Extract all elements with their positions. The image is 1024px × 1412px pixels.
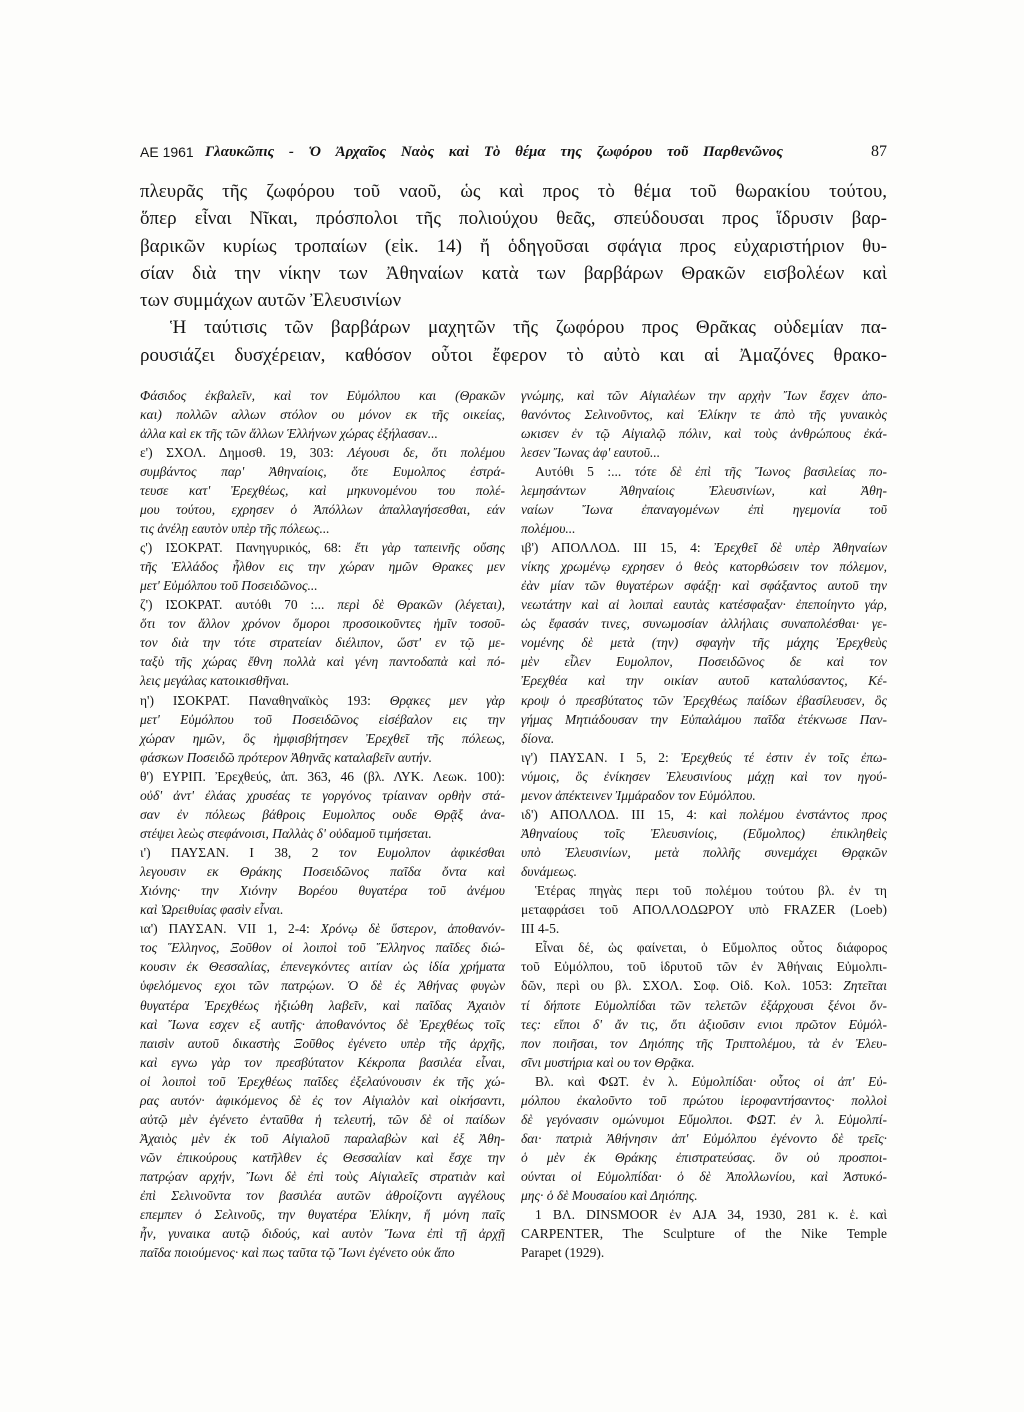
footnote-line: [140, 824, 505, 843]
quoted-text: λεις μεγάλας κατοικισθῆναι.: [140, 673, 290, 689]
footnote-line: [521, 1186, 887, 1205]
footnote-continued: [140, 386, 505, 443]
footnote-line: [521, 595, 887, 614]
quoted-text: μετ' Εὐμόλπου τοῦ Ποσειδῶνος εἰσέβαλον εις την: [140, 711, 505, 727]
running-header: [140, 142, 887, 162]
quoted-text: ωκισεν ἐν τῷ Αἰγιαλῷ πόλιν, καὶ τοὺς ἀνθρώπους ἐκά-: [521, 425, 887, 441]
quoted-text: ρας αυτόν· ἀφικόμενος δὲ ἐς τον Αἰγιαλὸν καὶ οἰκήσαντι,: [140, 1092, 505, 1108]
quoted-text: μετ' Εὐμόλπου τοῦ Ποσειδῶνος...: [140, 578, 318, 594]
quoted-text: φάσκων Ποσειδῶ πρότερον Ἀθηνᾶς καταλαβεῖν αυτήν.: [140, 749, 433, 765]
citation-reference: τοῦ Εὐμόλπου, τοῦ ἱδρυτοῦ τῶν ἐν Ἀθήναις Εὐμολπι-: [521, 959, 887, 975]
quoted-text: μὲν εἷλεν Ευμολπον, Ποσειδῶνος δε καὶ τον: [521, 654, 887, 670]
quoted-text: σῖνι μυστήρια καὶ ου τον Θρᾷκα.: [521, 1054, 695, 1070]
footnote-line: [140, 767, 505, 786]
body-line: [140, 342, 887, 369]
body-text: σίαν διὰ την νίκην των Ἀθηναίων κατὰ των βαρβάρων Θρακῶν εισβολέων καὶ: [140, 262, 887, 284]
quoted-text: τῆς Ἑλλάδος ἦλθον εις την χώραν ημῶν Θρακες μεν: [140, 559, 505, 575]
footnote-line: [521, 900, 887, 919]
footnote-line: [140, 557, 505, 576]
body-text: των συμμάχων αυτῶν Ἐλευσινίων: [140, 290, 402, 312]
citation-reference: η') ΙΣΟΚΡΑΤ. Παναθηναϊκὸς 193:: [140, 692, 371, 708]
quoted-text: καὶ πολέμου ἐνστάντος προς: [709, 806, 887, 822]
citation-reference: Εἶναι δέ, ὡς φαίνεται, ὁ Εὔμολπος οὗτος διάφορος: [535, 940, 887, 956]
quoted-text: ἐὰν μίαν τῶν θυγατέρων σφάξῃ· καὶ σφάξαντος αυτοῦ την: [521, 578, 887, 594]
footnote-eumolpus-note: [521, 938, 887, 1071]
quoted-text: στέψει λεὼς στεφάνοισι, Παλλὰς δ' οὐδαμοῦ τιμήσεται.: [140, 825, 432, 841]
footnote-line: [140, 386, 505, 405]
quoted-text: Ἐρεχθέα καὶ την οικίαν αυτοῦ καταλύσαντος, Κέ-: [521, 673, 887, 689]
footnote-line: [521, 748, 887, 767]
quoted-text: ὑφελόμενος εχοι τῶν πατρῴων. Ὁ δὲ ἐς Ἀθήνας φυγὼν: [140, 978, 505, 994]
footnote-line: [521, 462, 887, 481]
footnote-line: [140, 1053, 505, 1072]
footnote-line: [140, 1091, 505, 1110]
footnote-line: [140, 443, 505, 462]
quoted-text: περὶ δὲ Θρακῶν (λέγεται),: [337, 597, 505, 613]
footnote-line: [140, 996, 505, 1015]
footnote-id: [521, 805, 887, 881]
quoted-text: νίκης χρωμένῳ εχρησεν ὁ θεὸς κατορθώσειν τον πόλεμον,: [521, 559, 887, 575]
footnote-1: [521, 1205, 887, 1262]
quoted-text: νύμοις, ὃς ἐνίκησεν Ἐλευσινίους μάχῃ καὶ τον ηγού-: [521, 768, 887, 784]
footnote-line: [521, 767, 887, 786]
quoted-text: και) πολλῶν αλλων στόλον ου μόνον εκ τῆς οικείας,: [140, 406, 505, 422]
footnote-line: [140, 805, 505, 824]
quoted-text: Ζητεῖται: [843, 978, 888, 994]
quoted-text: κροψ ὁ πρεσβύτατος τῶν Ἐρεχθέως παίδων ἐβασίλευσεν, ὃς: [521, 692, 887, 708]
quoted-text: Θρᾳκες μεν γὰρ: [389, 692, 505, 708]
quoted-text: τον διὰ την τότε στρατείαν διέλιπον, ὥστ' εν τῷ με-: [140, 635, 505, 651]
footnote-line: [140, 1129, 505, 1148]
citation-reference: ιβ') ΑΠΟΛΛΟΔ. III 15, 4:: [521, 540, 701, 555]
footnote-line: [140, 843, 505, 862]
footnote-line: [521, 729, 887, 748]
footnote-line: [521, 938, 887, 957]
footnote-line: [521, 1091, 887, 1110]
citation-reference: Αυτόθι 5 :...: [535, 463, 622, 479]
footnote-line: [140, 424, 505, 443]
footnote-line: [521, 1205, 887, 1224]
footnote-line: [521, 1148, 887, 1167]
footnote-line: [521, 538, 887, 557]
quoted-text: χώραν ημῶν, ὃς ἠμφισβήτησεν Ἐρεχθεῖ τῆς πόλεως,: [140, 730, 505, 746]
footnote-line: [140, 462, 505, 481]
footnote-line: [140, 862, 505, 881]
quoted-text: λεγουσιν εκ Θράκης Ποσειδῶνος παῖδα ὄντα καὶ: [140, 864, 505, 880]
quoted-text: σαν ἐν πόλεως βάθροις Ευμολπος ουδε Θρᾷξ ἀνα-: [140, 806, 505, 822]
body-line: [140, 233, 887, 260]
footnote-line: [140, 1148, 505, 1167]
footnote-line: [521, 957, 887, 976]
body-line: [140, 314, 887, 341]
body-text: ὅπερ εἶναι Νῖκαι, πρόσπολοι τῆς πολιούχου θεᾶς, σπεύδουσαι προς ἵδρυσιν βαρ-: [140, 208, 887, 230]
footnote-line: [521, 843, 887, 862]
quoted-text: μου τούτου, εχρησεν ὁ Ἀπόλλων ἀπαλλαγήσεσθαι, εάν: [140, 501, 505, 517]
footnote-line: [521, 519, 887, 538]
quoted-text: νῶν ἐπικούρους κατῆλθεν ἐς Θεσσαλίαν καὶ ἔσχε την: [140, 1150, 505, 1165]
quoted-text: πολέμου...: [521, 520, 576, 536]
quoted-text: παῖδα ποιούμενος· καὶ πως ταῦτα τῷ Ἴωνι ἐγένετο οὐκ ἄπο: [140, 1245, 455, 1261]
body-line: [140, 178, 887, 205]
quoted-text: ὡς ἔφασάν τινες, συνωμοσίαν ἀλλήλαις συναπολέσθαι· γε-: [521, 616, 887, 632]
quoted-text: δίονα.: [521, 730, 555, 746]
body-text: Ἡ ταύτισις τῶν βαρβάρων μαχητῶν τῆς ζωφόρου προς Θρᾶκας οὐδεμίαν πα-: [170, 317, 887, 339]
footnote-line: [140, 1167, 505, 1186]
footnote-line: [521, 576, 887, 595]
main-text: [140, 178, 887, 369]
quoted-text: παισὶν αυτοῦ δικαστὴς Ξοῦθος ἐγένετο υπὲρ τῆς ἀρχῆς,: [140, 1035, 505, 1051]
quoted-text: ὁ μὲν ἐκ Θράκης ἐπιστρατεύσας. ὃν οὐ προσποι-: [521, 1150, 887, 1165]
footnote-line: [521, 976, 887, 995]
footnote-line: [140, 710, 505, 729]
quoted-text: τον Ευμολπον ἀφικέσθαι: [338, 845, 505, 860]
quoted-text: μόλπου ἐκαλοῦντο τοῦ πρώτου ἱεροφαντήσαντος· πολλοὶ: [521, 1092, 887, 1108]
quoted-text: καὶ εγνω γὰρ τον πρεσβύτατον Κέκροπα βασιλέα εἶναι,: [140, 1054, 505, 1070]
quoted-text: ἐπὶ Σελινοῦντα τον βασιλέα αυτῶν ἀθροίζοντι αγγέλους: [140, 1188, 505, 1204]
quoted-text: πον ποιῆσαι, τον Δηιόπης τῆς Τριπτολέμου, τὰ ἐν Ἐλευ-: [521, 1035, 887, 1051]
footnote-line: [140, 1205, 505, 1224]
footnote-st: [140, 538, 505, 595]
citation-reference: ς') ΙΣΟΚΡΑΤ. Πανηγυρικός, 68:: [140, 540, 342, 555]
footnote-line: [521, 996, 887, 1015]
footnote-line: [521, 1110, 887, 1129]
quoted-text: Ἀθηναίους τοῖς Ἐλευσινίοις, (Εὔμολπος) ἐπικληθεὶς: [521, 825, 887, 841]
quoted-text: συμβάντος παρ' Ἀθηναίοις, ὅτε Ευμολπος ἐστρά-: [140, 463, 505, 479]
quoted-text: τότε δὲ ἐπὶ τῆς Ἴωνος βασιλείας πο-: [634, 463, 888, 479]
quoted-text: Φάσιδος ἐκβαλεῖν, καὶ τον Εὐμόλπου και (Θρακῶν: [140, 387, 505, 403]
footnote-line: [521, 652, 887, 671]
footnote-line: [521, 443, 887, 462]
footnote-line: [140, 595, 505, 614]
footnote-line: [521, 881, 887, 900]
footnote-line: [521, 919, 887, 938]
footnote-line: [521, 786, 887, 805]
quoted-text: γνώμης, καὶ τῶν Αἰγιαλέων την αρχὴν Ἴων ἔσχεν ἀπο-: [521, 387, 887, 403]
citation-reference: ιγ') ΠΑΥΣΑΝ. Ι 5, 2:: [521, 749, 669, 765]
citation-reference: δῶν, περὶ ου βλ. ΣΧΟΛ. Σοφ. Οἰδ. Κολ. 1053:: [521, 978, 833, 994]
running-title: [205, 142, 783, 162]
citation-reference: CARPENTER, The Sculpture of the Nike Temple: [521, 1226, 887, 1242]
journal-year: ΑΕ 1961: [140, 144, 194, 160]
quoted-text: Χρόνῳ δὲ ὕστερον, ἀποθανόν-: [320, 921, 506, 937]
footnote-line: [521, 405, 887, 424]
footnote-line: [140, 633, 505, 652]
footnote-theta: [140, 767, 505, 843]
quoted-text: τί δήποτε Εὐμολπίδαι τῶν τελετῶν ἐξάρχουσι ξένοι ὄν-: [521, 997, 887, 1013]
footnotes-right-column: [521, 386, 887, 1263]
footnote-line: [521, 824, 887, 843]
footnote-line: [140, 1186, 505, 1205]
quoted-text: καὶ Ἴωνα εσχεν εξ αυτῆς· ἀποθανόντος δὲ Ἐρεχθέως τοῖς: [140, 1016, 505, 1032]
footnote-line: [140, 748, 505, 767]
body-text: ρουσιάζει δυσχέρειαν, καθόσον οὗτοι ἔφερον τὸ αὐτὸ και αἱ Ἀμαζόνες θρακο-: [140, 344, 887, 366]
footnote-line: [521, 633, 887, 652]
footnote-line: [521, 1129, 887, 1148]
citation-reference: ζ') ΙΣΟΚΡΑΤ. αυτόθι 70 :...: [140, 597, 325, 613]
quoted-text: ἦν, γυναικα αυτῷ διδούς, καὶ αυτὸν Ἴωνα ἐπὶ τῇ ἀρχῇ: [140, 1226, 505, 1242]
quoted-text: οἱ λοιποὶ τοῦ Ἐρεχθέως παῖδες ἐξελαύνουσιν ἐκ τῆς χώ-: [140, 1073, 505, 1089]
quoted-text: καὶ Ὠρειθυίας φασὶν εἶναι.: [140, 902, 284, 918]
footnote-line: [521, 424, 887, 443]
quoted-text: κουσιν ἐκ Θεσσαλίας, ἐπενεγκόντες αιτίαν ὡς ἰδία χρήματα: [140, 959, 505, 975]
footnote-line: [140, 614, 505, 633]
footnote-line: [140, 1034, 505, 1053]
footnote-e: [140, 443, 505, 538]
footnote-line: [521, 1224, 887, 1243]
footnote-line: [521, 805, 887, 824]
quoted-text: τος Ἕλληνος, Ξοῦθον οἱ λοιποὶ τοῦ Ἕλληνος παῖδες διώ-: [140, 940, 505, 956]
quoted-text: ούνται οἱ Εὐμολπίδαι· ὁ δὲ Ἀπολλωνίου, καὶ Ἀστυκό-: [521, 1169, 887, 1185]
footnote-line: [521, 614, 887, 633]
quoted-text: Ἀχαιὸς μὲν ἐκ τοῦ Αἰγιαλοῦ παραλαβὼν καὶ ἐξ Ἀθη-: [140, 1130, 505, 1146]
quoted-text: ὅτι τον ἄλλον χρόνον ὅμοροι προσοικοῦντες ἡμῖν τοσοῦ-: [140, 616, 505, 632]
footnote-line: [140, 729, 505, 748]
quoted-text: Χιόνης· την Χιόνην Βορέου θυγατέρα τοῦ ἀνέμου: [140, 883, 505, 899]
quoted-text: οὐδ' ἀντ' ἐλάας χρυσέας τε γοργόνος τρίαιναν ορθὴν στά-: [140, 787, 505, 803]
quoted-text: τες: εἴποι δ' ἄν τις, ὅτι ἀξιοῦσιν ενιοι πρῶτον Εὐμόλ-: [521, 1016, 887, 1032]
footnote-line: [521, 1072, 887, 1091]
footnote-ig: [521, 748, 887, 805]
quoted-text: νομένης δὲ μετὰ (την) σφαγὴν τῆς μάχης Ἐρεχθεὺς: [521, 635, 887, 651]
running-title-text: Γλαυκῶπις - Ὁ Ἀρχαῖος Ναὸς καὶ Τὸ θέμα της ζωφόρου τοῦ Παρθενῶνος: [205, 144, 783, 160]
body-line: [140, 287, 887, 314]
citation-reference: θ') ΕΥΡΙΠ. Ἐρεχθεύς, ἀπ. 363, 46 (βλ. ΛΥΚ. Λεωκ. 100):: [140, 768, 505, 784]
quoted-text: μενον ἀπέκτεινεν Ἰμμάραδον τον Εὐμόλπου.: [521, 787, 756, 803]
footnote-line: [140, 1072, 505, 1091]
footnote-line: [521, 1015, 887, 1034]
quoted-text: ἀλλα καὶ εκ τῆς τῶν ἄλλων Ἑλλήνων χώρας ἐξήλασαν...: [140, 425, 438, 441]
quoted-text: τις ἀνέλῃ εαυτὸν υπὲρ τῆς πόλεως...: [140, 520, 330, 536]
footnote-ib: [521, 538, 887, 748]
footnote-line: [521, 862, 887, 881]
footnote-line: [140, 976, 505, 995]
body-text: βαρικῶν κυρίως τροπαίων (εἰκ. 14) ἤ ὁδηγοῦσαι σφάγια προς εὐχαριστήριον θυ-: [140, 235, 887, 257]
footnote-line: [521, 671, 887, 690]
citation-reference: Βλ. καὶ ΦΩΤ. ἐν λ.: [535, 1073, 678, 1089]
footnote-line: [140, 786, 505, 805]
footnote-line: [140, 500, 505, 519]
citation-reference: ιδ') ΑΠΟΛΛΟΔ. III 15, 4:: [521, 806, 697, 822]
footnote-ia: [140, 919, 505, 1262]
body-text: πλευρᾶς τῆς ζωφόρου τοῦ ναοῦ, ὡς καὶ προς τὸ θέμα τοῦ θωρακίου τούτου,: [140, 181, 887, 202]
footnote-line: [521, 1053, 887, 1072]
footnote-line: [140, 576, 505, 595]
footnote-line: [140, 900, 505, 919]
footnote-line: [521, 691, 887, 710]
citation-reference: 1 ΒΛ. DINSMOOR ἐν AJA 34, 1930, 281 κ. ἑ. καὶ: [535, 1207, 887, 1223]
footnote-line: [521, 1167, 887, 1186]
footnote-line: [140, 519, 505, 538]
footnotes-left-column: [140, 386, 505, 1263]
footnote-line: [140, 671, 505, 690]
citation-reference: μεταφράσει τοῦ ΑΠΟΛΛΟΔΩΡΟΥ υπὸ FRAZER (Loeb): [521, 902, 887, 918]
quoted-text: λεμησάντων Ἀθηναίοις Ἐλευσινίων, καὶ Ἀθη-: [521, 482, 887, 498]
quoted-text: Ἐρεχθεῖ δὲ υπὲρ Ἀθηναίων: [713, 540, 887, 555]
quoted-text: πατρῴαν αρχήν, Ἴωνι δὲ ἐπὶ τοὺς Αἰγιαλεῖς στρατιὰν καὶ: [140, 1169, 505, 1185]
quoted-text: τευσε κατ' Ἐρεχθέως, καὶ μηκυνομένου του πολέ-: [140, 482, 505, 498]
footnote-line: [521, 481, 887, 500]
quoted-text: αὐτῷ μὲν ἐγένετο ἐνταῦθα ἡ τελευτή, τῶν δὲ οἱ παίδων: [140, 1111, 505, 1127]
footnote-line: [521, 386, 887, 405]
footnote-line: [521, 557, 887, 576]
body-paragraph-identification: [140, 314, 887, 369]
footnote-further-sources: [521, 881, 887, 938]
footnote-line: [140, 1110, 505, 1129]
footnote-line: [521, 1243, 887, 1262]
page-number: 87: [871, 143, 887, 160]
quoted-text: επεμπεν ὁ Σελινοῦς, την θυγατέρα Ἑλίκην, ἥ μόνη παῖς: [140, 1207, 505, 1223]
body-paragraph-continued: [140, 178, 887, 314]
footnote-eta: [140, 691, 505, 767]
citation-reference: ι') ΠΑΥΣΑΝ. Ι 38, 2: [140, 845, 319, 860]
quoted-text: δυνάμεως.: [521, 864, 578, 880]
footnote-ia-continued: [521, 386, 887, 462]
quoted-text: ναίων Ἴωνα ἐπαναγομένων ἐπὶ ηγεμονία τοῦ: [521, 501, 887, 517]
quoted-text: Εὐμολπίδαι· οὗτος οἱ ἀπ' Εὐ-: [691, 1073, 888, 1089]
quoted-text: ταξὺ τῆς χώρας ἔθνη πολλὰ καὶ γένη παντοδαπὰ καὶ πό-: [140, 654, 505, 670]
citation-reference: ε') ΣΧΟΛ. Δημοσθ. 19, 303:: [140, 444, 334, 460]
footnote-line: [140, 881, 505, 900]
quoted-text: γήμας Μητιάδουσαν την Εὐπαλάμου παῖδα ἐτέκνωσε Παν-: [521, 711, 887, 727]
body-line: [140, 205, 887, 232]
quoted-text: νεωτάτην καὶ αἱ λοιπαὶ εαυτὰς κατέσφαξαν· ἐπεποίηντο γάρ,: [521, 597, 887, 613]
citation-reference: Parapet (1929).: [521, 1245, 605, 1261]
quoted-text: Λέγουσι δε, ὅτι πολέμου: [347, 444, 506, 460]
footnote-line: [140, 481, 505, 500]
body-line: [140, 260, 887, 287]
citation-reference: ια') ΠΑΥΣΑΝ. VII 1, 2-4:: [140, 921, 310, 937]
quoted-text: θανόντος Σελινοῦντος, καὶ Ἑλίκην τε ἀπὸ τῆς γυναικὸς: [521, 406, 887, 422]
footnote-line: [140, 652, 505, 671]
footnote-autothi: [521, 462, 887, 538]
footnote-line: [140, 919, 505, 938]
quoted-text: δὲ γεγόνασιν ομώνυμοι Εὔμολποι. ΦΩΤ. ἐν λ. Εὐμολπί-: [521, 1111, 887, 1127]
footnote-line: [140, 691, 505, 710]
citation-reference: ΙΙΙ 4-5.: [521, 921, 560, 937]
quoted-text: δαι· πατριὰ Ἀθήνησιν ἀπ' Εὐμόλπου ἐγένοντο δὲ τρεῖς·: [521, 1130, 887, 1146]
footnote-iota: [140, 843, 505, 919]
footnote-line: [140, 1224, 505, 1243]
quoted-text: ἔτι γὰρ ταπεινῆς οὔσης: [354, 540, 505, 555]
footnote-line: [140, 1243, 505, 1262]
footnote-photius-note: [521, 1072, 887, 1205]
footnote-z: [140, 595, 505, 690]
footnote-line: [140, 957, 505, 976]
quoted-text: θυγατέρα Ἐρεχθέως ἠξιώθη λαβεῖν, καὶ παῖδας Ἀχαιὸν: [140, 997, 505, 1013]
footnote-line: [521, 500, 887, 519]
footnote-line: [521, 1034, 887, 1053]
footnote-line: [140, 1015, 505, 1034]
footnote-line: [140, 405, 505, 424]
quoted-text: υπὸ Ἐλευσινίων, μετὰ πολλῆς συνεμάχει Θρᾳκῶν: [521, 845, 887, 860]
footnote-line: [140, 938, 505, 957]
footnote-line: [521, 710, 887, 729]
quoted-text: μης· ὁ δὲ Μουσαίου καὶ Δηιόπης.: [521, 1188, 698, 1204]
quoted-text: λεσεν Ἴωνας ἀφ' εαυτοῦ...: [521, 444, 661, 460]
citation-reference: Ἑτέρας πηγὰς περι τοῦ πολέμου τούτου βλ. ἐν τη: [535, 883, 887, 899]
footnote-line: [140, 538, 505, 557]
quoted-text: Ἐρεχθεύς τέ ἐστιν ἐν τοῖς ἐπω-: [680, 749, 887, 765]
